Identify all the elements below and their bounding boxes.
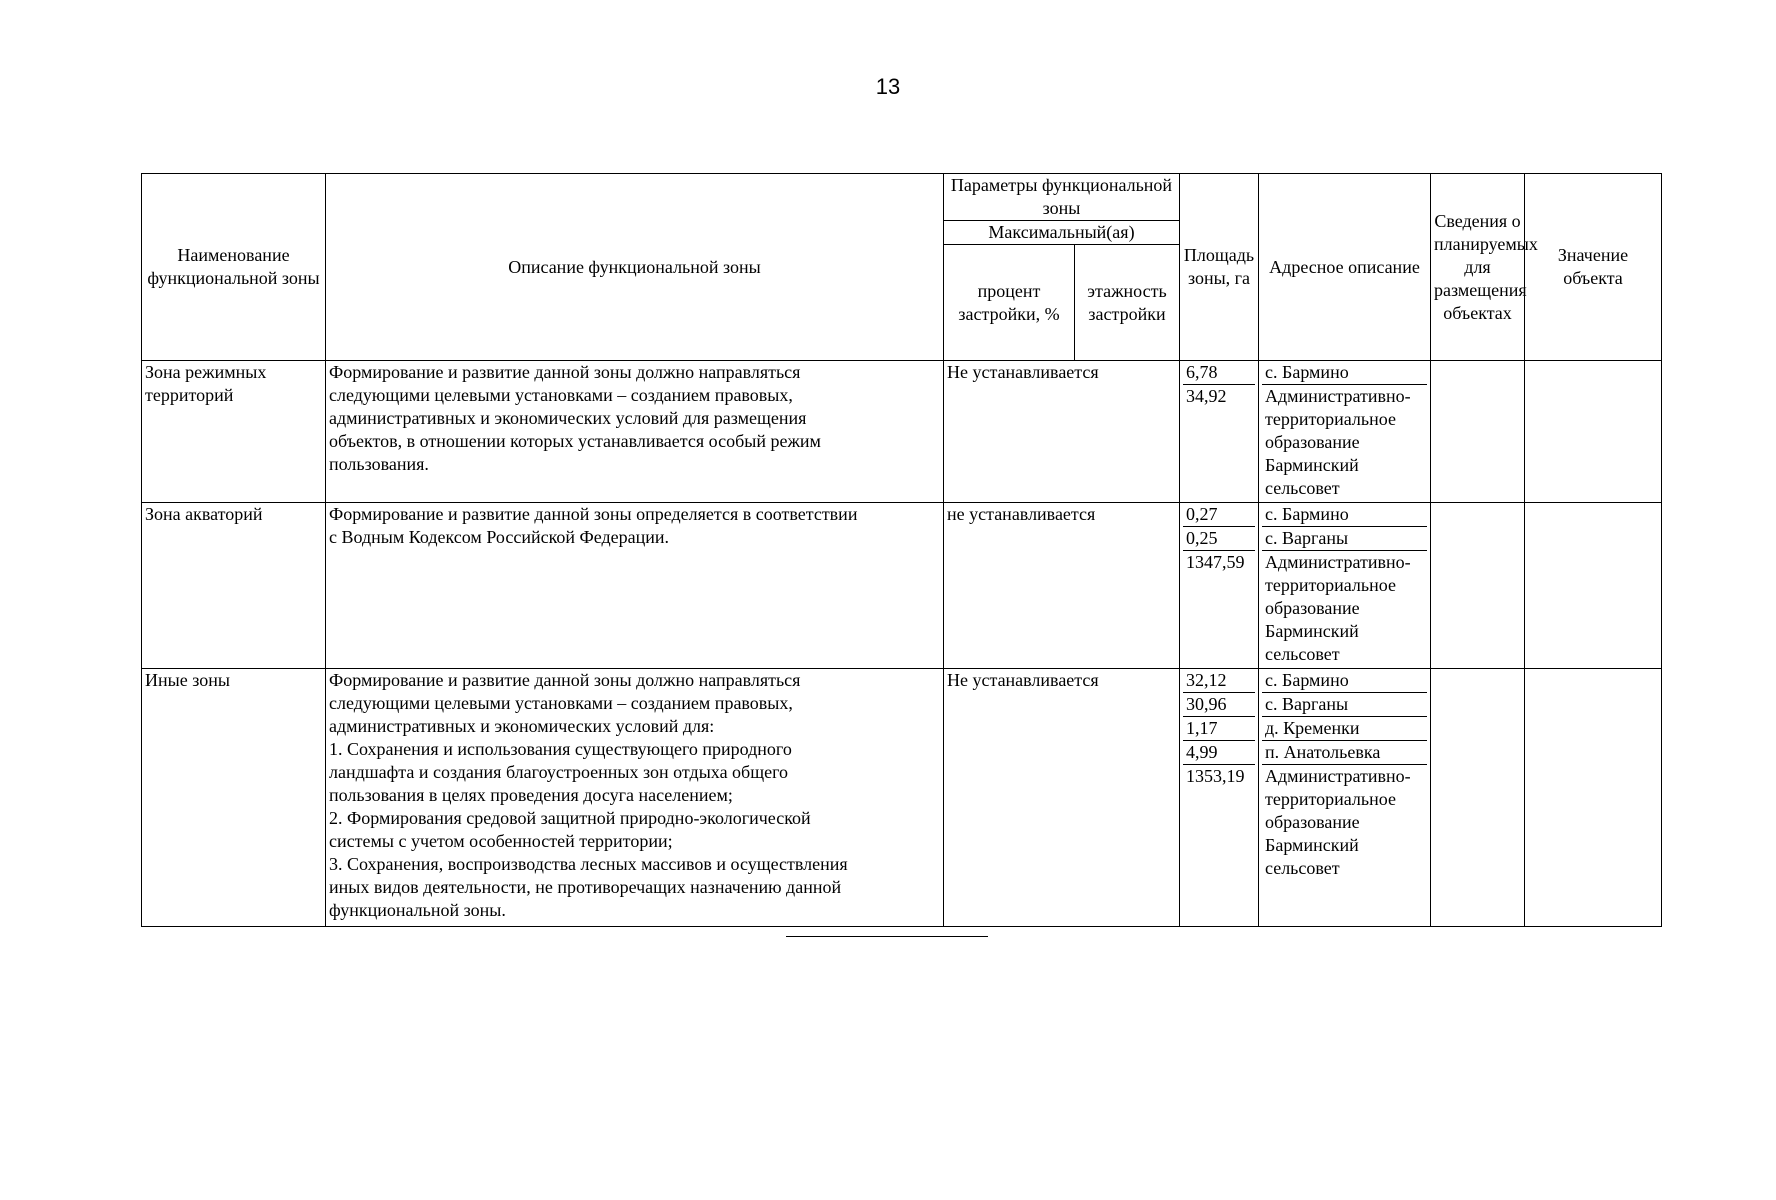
zone-name-cell: Иные зоны <box>142 669 326 927</box>
address-value: Административно-территориальное образование Барминский сельсовет <box>1265 386 1411 498</box>
functional-zones-table <box>141 173 1662 927</box>
description-line: объектов, в отношении которых устанавливается особый режим <box>329 431 821 451</box>
zone-description-cell <box>326 361 944 503</box>
description-line: административных и экономических условий для: <box>329 716 715 736</box>
significance-cell <box>1525 361 1662 503</box>
description-line: следующими целевыми установками – созданием правовых, <box>329 385 793 405</box>
area-cell <box>1180 503 1259 669</box>
address-value: Административно-территориальное образование Барминский сельсовет <box>1265 552 1411 664</box>
planned-objects-cell <box>1431 669 1525 927</box>
build-parameters-cell: не устанавливается <box>944 503 1180 669</box>
header-description: Описание функциональной зоны <box>326 174 944 361</box>
header-zone-name: Наименование функциональной зоны <box>142 174 326 361</box>
address-value: д. Кременки <box>1262 717 1427 741</box>
description-line: Формирование и развитие данной зоны должно направляться <box>329 670 801 690</box>
address-value: с. Бармино <box>1262 669 1427 693</box>
table-row <box>142 503 1662 669</box>
table-row <box>142 669 1662 927</box>
area-value: 6,78 <box>1183 361 1255 385</box>
area-value: 0,25 <box>1183 527 1255 551</box>
address-value: с. Бармино <box>1262 361 1427 385</box>
description-line: функциональной зоны. <box>329 900 506 920</box>
table-row <box>142 361 1662 503</box>
zone-description-cell <box>326 669 944 927</box>
description-line: 2. Формирования средовой защитной природно-экологической <box>329 808 811 828</box>
address-value: с. Бармино <box>1262 503 1427 527</box>
address-value: Административно-территориальное образование Барминский сельсовет <box>1265 766 1411 878</box>
planned-objects-cell <box>1431 361 1525 503</box>
address-value: с. Варганы <box>1262 693 1427 717</box>
area-value: 1347,59 <box>1186 552 1245 572</box>
description-line: ландшафта и создания благоустроенных зон отдыха общего <box>329 762 788 782</box>
header-build-percent: процент застройки, % <box>944 245 1075 361</box>
area-value: 32,12 <box>1183 669 1255 693</box>
build-parameters-cell: Не устанавливается <box>944 361 1180 503</box>
end-of-section-divider <box>786 936 988 937</box>
header-address: Адресное описание <box>1259 174 1431 361</box>
significance-cell <box>1525 503 1662 669</box>
header-planned-objects: Сведения о планируемых для размещения объектах <box>1431 174 1525 361</box>
zone-name-cell: Зона режимных территорий <box>142 361 326 503</box>
area-cell <box>1180 669 1259 927</box>
zone-name-cell: Зона акваторий <box>142 503 326 669</box>
address-cell <box>1259 361 1431 503</box>
zone-description-cell <box>326 503 944 669</box>
address-value: п. Анатольевка <box>1262 741 1427 765</box>
header-parameters: Параметры функциональной зоны <box>944 174 1180 221</box>
address-cell <box>1259 503 1431 669</box>
area-value: 1,17 <box>1183 717 1255 741</box>
build-parameters-cell: Не устанавливается <box>944 669 1180 927</box>
planned-objects-cell <box>1431 503 1525 669</box>
header-floors: этажность застройки <box>1075 245 1180 361</box>
description-line: 3. Сохранения, воспроизводства лесных массивов и осуществления <box>329 854 848 874</box>
significance-cell <box>1525 669 1662 927</box>
description-line: следующими целевыми установками – созданием правовых, <box>329 693 793 713</box>
description-line: административных и экономических условий для размещения <box>329 408 807 428</box>
description-line: пользования. <box>329 454 429 474</box>
area-value: 4,99 <box>1183 741 1255 765</box>
description-line: иных видов деятельности, не противоречащих назначению данной <box>329 877 842 897</box>
description-line: Формирование и развитие данной зоны должно направляться <box>329 362 801 382</box>
area-value: 34,92 <box>1186 386 1227 406</box>
area-cell <box>1180 361 1259 503</box>
header-maximum: Максимальный(ая) <box>944 221 1180 245</box>
description-line: 1. Сохранения и использования существующего природного <box>329 739 792 759</box>
address-cell <box>1259 669 1431 927</box>
header-area: Площадь зоны, га <box>1180 174 1259 361</box>
area-value: 0,27 <box>1183 503 1255 527</box>
page-number: 13 <box>875 74 901 99</box>
area-value: 1353,19 <box>1186 766 1245 786</box>
description-line: пользования в целях проведения досуга населением; <box>329 785 733 805</box>
address-value: с. Варганы <box>1262 527 1427 551</box>
area-value: 30,96 <box>1183 693 1255 717</box>
description-line: с Водным Кодексом Российской Федерации. <box>329 527 670 547</box>
header-significance: Значение объекта <box>1525 174 1662 361</box>
description-line: системы с учетом особенностей территории; <box>329 831 673 851</box>
description-line: Формирование и развитие данной зоны определяется в соответствии <box>329 504 858 524</box>
